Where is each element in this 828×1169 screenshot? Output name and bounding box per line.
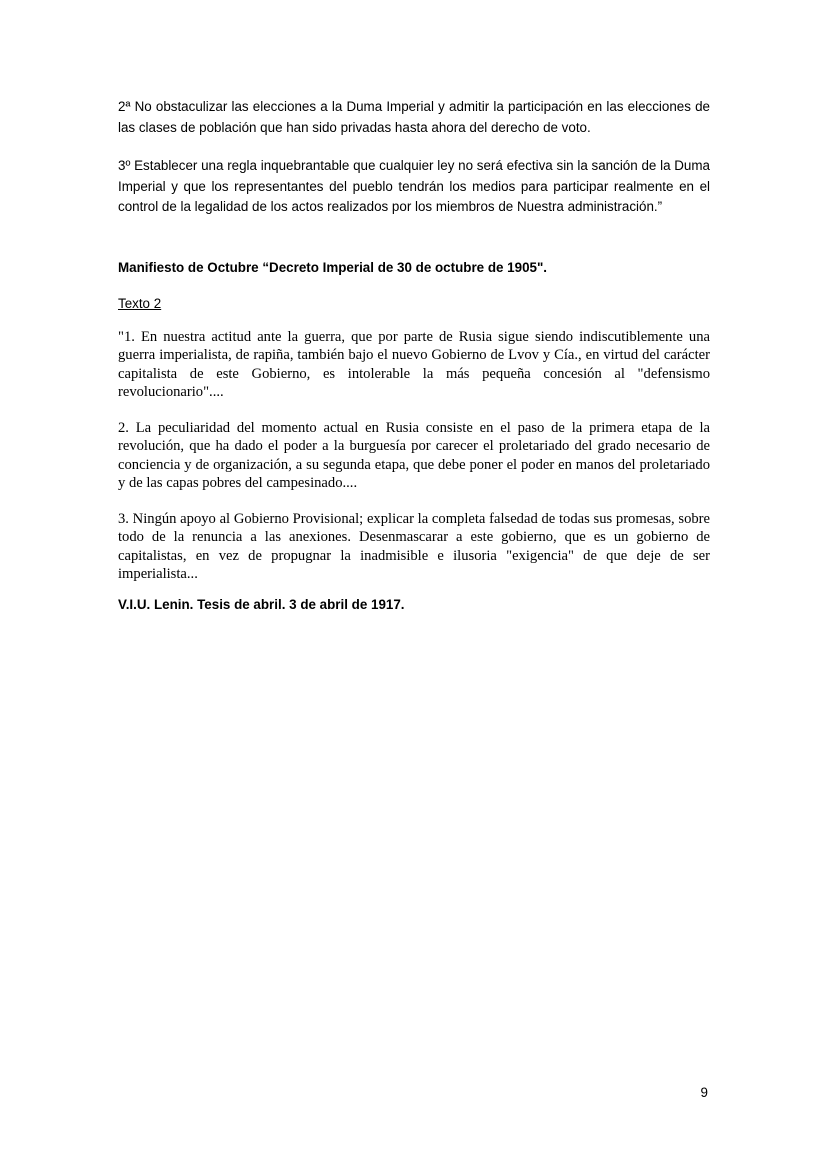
text2-heading: Texto 2 [118, 296, 162, 311]
text1-source-citation: Manifiesto de Octubre “Decreto Imperial de 30 de octubre de 1905". [118, 260, 548, 275]
text1-paragraph-3: 3º Establecer una regla inquebrantable que cualquier ley no será efectiva sin la sanción de la Duma Imperial y que los representantes del pueblo tendrán los medios para participar realmente en el control de la legalidad de los actos realizados por los miembros de Nuestra administración.” [118, 158, 710, 214]
text2-paragraph-1: "1. En nuestra actitud ante la guerra, que por parte de Rusia sigue siendo indiscutiblemente una guerra imperialista, de rapiña, también bajo el nuevo Gobierno de Lvov y Cía., en virtud del carácter capitalista de este Gobierno, es intolerable la más pequeña concesión al "defensismo revolucionario".... [118, 329, 710, 400]
text2-paragraph-2: 2. La peculiaridad del momento actual en Rusia consiste en el paso de la primera etapa de la revolución, que ha dado el poder a la burguesía por carecer el proletariado del grado necesario de conciencia y de organización, a su segunda etapa, que debe poner el poder en manos del proletariado y de las capas pobres del campesinado.... [118, 420, 710, 491]
text2-paragraph-3: 3. Ningún apoyo al Gobierno Provisional; explicar la completa falsedad de todas sus promesas, sobre todo de la renuncia a las anexiones. Desenmascarar a este gobierno, que es un gobierno de capitalistas, en vez de propugnar la inadmisible e ilusoria "exigencia" de que deje de ser imperialista... [118, 511, 710, 582]
text1-paragraph-2: 2ª No obstaculizar las elecciones a la Duma Imperial y admitir la participación en las elecciones de las clases de población que han sido privadas hasta ahora del derecho de voto. [118, 99, 710, 135]
text2-source-citation: V.I.U. Lenin. Tesis de abril. 3 de abril de 1917. [118, 597, 405, 612]
page-number: 9 [700, 1085, 708, 1100]
